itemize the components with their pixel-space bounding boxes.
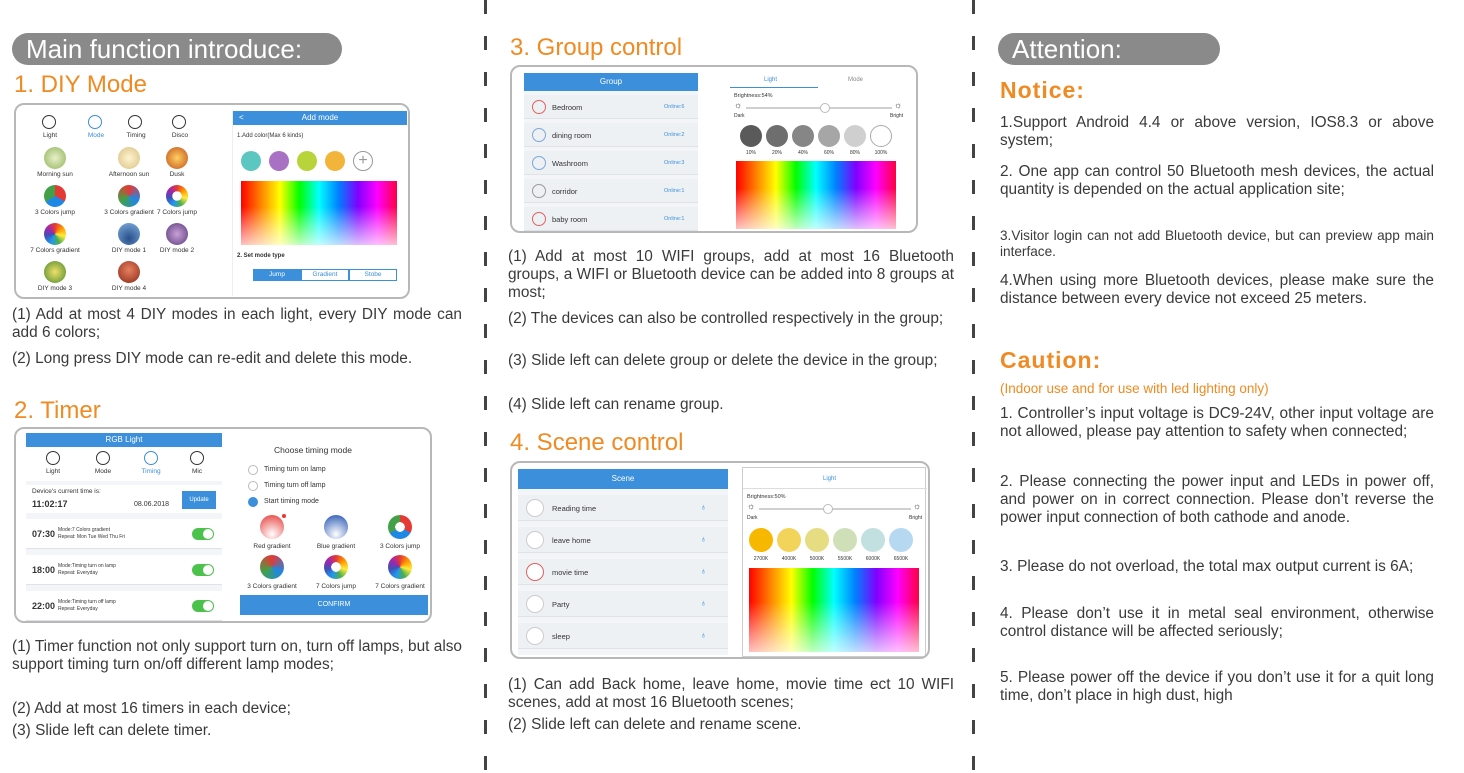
- level-label: 10%: [745, 150, 756, 156]
- timer-time: 22:00: [32, 601, 56, 611]
- music-note-icon: [172, 115, 186, 129]
- timer-desc-3: (3) Slide left can delete timer.: [12, 722, 212, 739]
- tab-disco[interactable]: Disco: [171, 132, 189, 139]
- caution-item-2: 2. Please connecting the power input and LEDs in power off, and power on in correct connection. Please don’t reverse the power input connection of both cathode and anode.: [1000, 473, 1434, 526]
- timer-title: 2. Timer: [14, 397, 101, 424]
- party-icon: [526, 595, 544, 613]
- caution-subtitle: (Indoor use and for use with led lighting only): [1000, 381, 1269, 396]
- radio-turn-off[interactable]: [248, 481, 258, 491]
- temp-circle[interactable]: [861, 528, 885, 552]
- scene-name: Reading time: [552, 504, 597, 513]
- notice-title: Notice:: [1000, 77, 1085, 103]
- bed-icon: [532, 100, 546, 114]
- level-label: 60%: [823, 150, 834, 156]
- scene-row[interactable]: [518, 623, 728, 649]
- group-list-header: Group: [524, 73, 698, 91]
- mode-label: Dusk: [169, 171, 185, 178]
- current-date: 08.06.2018: [134, 501, 170, 508]
- level-label: 20%: [771, 150, 782, 156]
- radio-start-mode-checked[interactable]: [248, 497, 258, 507]
- mode-label: 3 Colors gradient: [104, 209, 154, 216]
- level-label: 100%: [874, 150, 888, 156]
- level-circle[interactable]: [870, 125, 892, 147]
- temp-label: 6000K: [865, 556, 881, 562]
- sun-large-icon: ☼: [894, 100, 903, 110]
- group-desc-3: (3) Slide left can delete group or delete the device in the group;: [508, 352, 938, 369]
- group-online-badge: Online:6: [664, 104, 685, 110]
- temp-label: 4000K: [781, 556, 797, 562]
- tab-mode[interactable]: Mode: [87, 132, 105, 139]
- brightness-slider[interactable]: [759, 508, 911, 510]
- scene-list-panel: [518, 469, 728, 655]
- mode-label: DIY mode 1: [111, 247, 147, 254]
- caution-item-1: 1. Controller’s input voltage is DC9-24V, other input voltage are not allowed, please pay attention to safety when connected;: [1000, 405, 1434, 440]
- diy-mode-title: 1. DIY Mode: [14, 71, 147, 98]
- mode-thumb[interactable]: [44, 223, 66, 245]
- brightness-knob[interactable]: [823, 504, 833, 514]
- mode-thumb[interactable]: [44, 261, 66, 283]
- brightness-knob[interactable]: [820, 103, 830, 113]
- color-picker-spectrum[interactable]: [736, 161, 896, 229]
- scene-name: movie time: [552, 568, 589, 577]
- brightness-label: Brightness:50%: [747, 494, 786, 500]
- bright-label: Bright: [909, 515, 923, 521]
- grid-label: 7 Colors gradient: [375, 583, 425, 590]
- mode-thumb[interactable]: [44, 147, 66, 169]
- tab-light[interactable]: Light: [764, 77, 778, 83]
- group-desc-1: (1) Add at most 10 WIFI groups, add at most 16 Bluetooth groups, a WIFI or Bluetooth device can be added into 8 groups at most;: [508, 248, 954, 301]
- group-name: dining room: [552, 131, 592, 140]
- dark-label: Dark: [734, 113, 745, 119]
- bulb-icon: ♁: [700, 502, 707, 512]
- group-name: corridor: [552, 187, 578, 196]
- type-stobe-button[interactable]: Stobe: [349, 269, 397, 281]
- scene-name: leave home: [552, 536, 591, 545]
- dining-icon: [532, 128, 546, 142]
- group-light-panel: [730, 73, 908, 231]
- group-list-panel: [524, 73, 698, 231]
- mode-list-panel: [24, 111, 214, 296]
- update-button[interactable]: Update: [182, 491, 216, 509]
- selected-dot: [282, 514, 286, 518]
- timer-repeat: Repeat: Mon Tue Wed Thu Fri: [58, 534, 126, 540]
- sun-small-icon: ☼: [734, 100, 743, 110]
- level-circle[interactable]: [792, 125, 814, 147]
- brightness-slider[interactable]: [746, 107, 892, 109]
- rgb-light-header: RGB Light: [26, 433, 222, 447]
- scene-row[interactable]: [518, 559, 728, 585]
- grid-thumb[interactable]: [260, 515, 284, 539]
- diy-desc-1: (1) Add at most 4 DIY modes in each light, every DIY mode can add 6 colors;: [12, 306, 462, 341]
- mode-label: DIY mode 2: [159, 247, 195, 254]
- mode-thumb[interactable]: [118, 185, 140, 207]
- scene-row[interactable]: [518, 591, 728, 617]
- column-divider: [972, 0, 975, 773]
- tab-divider: [743, 488, 927, 489]
- scene-row[interactable]: [518, 527, 728, 553]
- section-header-attention: Attention:: [998, 33, 1220, 65]
- timer-toggle[interactable]: [192, 528, 214, 540]
- scene-control-screenshot: [510, 461, 930, 659]
- mode-thumb[interactable]: [166, 147, 188, 169]
- timer-screenshot: [14, 427, 432, 623]
- mode-label: DIY mode 4: [111, 285, 147, 292]
- add-mode-title: Add mode: [301, 113, 339, 122]
- mode-thumb[interactable]: [166, 223, 188, 245]
- mode-thumb[interactable]: [166, 185, 188, 207]
- tab-light[interactable]: Light: [42, 132, 58, 139]
- timer-desc-2: (2) Add at most 16 timers in each device;: [12, 700, 291, 717]
- confirm-button[interactable]: CONFIRM: [240, 595, 428, 615]
- option-turn-on: Timing turn on lamp: [264, 466, 326, 473]
- tab-timing[interactable]: Timing: [126, 132, 146, 139]
- door-icon: [526, 531, 544, 549]
- bulb-icon: ♁: [700, 630, 707, 640]
- timer-toggle[interactable]: [192, 600, 214, 612]
- group-control-title: 3. Group control: [510, 34, 683, 61]
- current-time-label: Device's current time is:: [32, 488, 101, 495]
- group-name: baby room: [552, 215, 588, 224]
- grid-thumb[interactable]: [260, 555, 284, 579]
- tab-underline: [730, 87, 818, 88]
- crib-icon: [532, 212, 546, 226]
- temp-circle[interactable]: [777, 528, 801, 552]
- color-picker-spectrum[interactable]: [749, 568, 919, 652]
- mode-thumb[interactable]: [118, 223, 140, 245]
- color-swatch[interactable]: [269, 151, 289, 171]
- bulb-icon: ♁: [700, 598, 707, 608]
- timer-mode: Mode:Timing turn off lamp: [58, 599, 116, 605]
- add-mode-panel: [232, 111, 406, 296]
- light-bulb-icon: [46, 451, 60, 465]
- type-gradient-button[interactable]: Gradient: [301, 269, 349, 281]
- add-mode-header: [233, 111, 407, 125]
- sleep-icon: [526, 627, 544, 645]
- sun-small-icon: ☼: [747, 501, 756, 511]
- timer-toggle[interactable]: [192, 564, 214, 576]
- grid-label: 3 Colors gradient: [247, 583, 297, 590]
- choose-timing-panel: [234, 433, 428, 621]
- alarm-clock-icon: [144, 451, 158, 465]
- temp-label: 6500K: [893, 556, 909, 562]
- color-picker-spectrum[interactable]: [241, 181, 397, 245]
- choose-timing-title: Choose timing mode: [274, 445, 352, 455]
- sun-large-icon: ☼: [913, 501, 922, 511]
- temp-label: 5000K: [809, 556, 825, 562]
- timer-repeat: Repeat: Everyday: [58, 606, 98, 612]
- diy-desc-2: (2) Long press DIY mode can re-edit and delete this mode.: [12, 350, 413, 367]
- notice-item-2: 2. One app can control 50 Bluetooth mesh devices, the actual quantity is depended on the actual application site;: [1000, 163, 1434, 198]
- timer-time: 07:30: [32, 529, 56, 539]
- radio-turn-on[interactable]: [248, 465, 258, 475]
- column-divider: [484, 0, 487, 773]
- set-mode-type-label: 2. Set mode type: [237, 253, 285, 259]
- mode-label: 3 Colors jump: [34, 209, 76, 216]
- level-circle[interactable]: [818, 125, 840, 147]
- grid-label: 7 Colors jump: [315, 583, 357, 590]
- tab-mode[interactable]: Mode: [94, 468, 112, 475]
- grid-thumb[interactable]: [388, 515, 412, 539]
- current-time: 11:02:17: [32, 499, 68, 509]
- scene-light-panel: [742, 467, 926, 657]
- color-swatch[interactable]: [241, 151, 261, 171]
- group-online-badge: Online:1: [664, 188, 685, 194]
- bright-label: Bright: [890, 113, 904, 119]
- grid-thumb[interactable]: [388, 555, 412, 579]
- grid-thumb[interactable]: [324, 555, 348, 579]
- scene-name: sleep: [552, 632, 570, 641]
- brightness-label: Brightness:54%: [734, 93, 773, 99]
- temp-label: 2700K: [753, 556, 769, 562]
- grid-thumb[interactable]: [324, 515, 348, 539]
- bulb-icon: ♁: [700, 566, 707, 576]
- group-desc-4: (4) Slide left can rename group.: [508, 396, 724, 413]
- timer-time: 18:00: [32, 565, 56, 575]
- mode-thumb[interactable]: [118, 261, 140, 283]
- color-swatch[interactable]: [325, 151, 345, 171]
- back-button[interactable]: <: [239, 113, 244, 122]
- color-swatch[interactable]: [297, 151, 317, 171]
- add-color-label: 1.Add color(Max 6 kinds): [237, 133, 304, 139]
- scene-desc-2: (2) Slide left can delete and rename scene.: [508, 716, 802, 733]
- temp-circle[interactable]: [749, 528, 773, 552]
- option-turn-off: Timing turn off lamp: [264, 482, 326, 489]
- add-color-plus-icon[interactable]: +: [353, 151, 373, 171]
- group-online-badge: Online:2: [664, 132, 685, 138]
- timer-mode: Mode:Timing turn on lamp: [58, 563, 116, 569]
- notice-item-1: 1.Support Android 4.4 or above version, IOS8.3 or above system;: [1000, 114, 1434, 149]
- timer-repeat: Repeat: Everyday: [58, 570, 98, 576]
- group-name: Bedroom: [552, 103, 583, 112]
- timer-desc-1: (1) Timer function not only support turn on, turn off lamps, but also support timing turn on/off different lamp modes;: [12, 638, 462, 673]
- timer-mode: Mode:7 Colors gradient: [58, 527, 110, 533]
- scene-row[interactable]: [518, 495, 728, 521]
- level-label: 80%: [849, 150, 860, 156]
- group-desc-2: (2) The devices can also be controlled respectively in the group;: [508, 310, 944, 327]
- tab-mic[interactable]: Mic: [191, 468, 203, 475]
- mode-label: Afternoon sun: [108, 171, 150, 178]
- notice-item-4: 4.When using more Bluetooth devices, please make sure the distance between every device not exceed 25 meters.: [1000, 272, 1434, 307]
- level-circle[interactable]: [740, 125, 762, 147]
- caution-item-4: 4. Please don’t use it in metal seal environment, otherwise control distance will be affected seriously;: [1000, 605, 1434, 640]
- temp-circle[interactable]: [833, 528, 857, 552]
- bath-icon: [532, 156, 546, 170]
- bulb-icon: ♁: [700, 534, 707, 544]
- group-online-badge: Online:1: [664, 216, 685, 222]
- light-bulb-icon: [42, 115, 56, 129]
- scene-name: Party: [552, 600, 570, 609]
- level-circle[interactable]: [844, 125, 866, 147]
- group-online-badge: Online:3: [664, 160, 685, 166]
- tab-timing[interactable]: Timing: [141, 468, 161, 475]
- level-label: 40%: [797, 150, 808, 156]
- type-jump-button[interactable]: Jump: [253, 269, 301, 281]
- mode-label: 7 Colors gradient: [30, 247, 80, 254]
- diy-mode-screenshot: [14, 103, 410, 299]
- caution-title: Caution:: [1000, 347, 1102, 373]
- grid-label: 3 Colors jump: [379, 543, 421, 550]
- level-circle[interactable]: [766, 125, 788, 147]
- mode-grid-icon: [88, 115, 102, 129]
- section-header-main-function: Main function introduce:: [12, 33, 342, 65]
- tab-light[interactable]: Light: [45, 468, 61, 475]
- dark-label: Dark: [747, 515, 758, 521]
- book-icon: [526, 499, 544, 517]
- temp-circle[interactable]: [889, 528, 913, 552]
- alarm-clock-icon: [128, 115, 142, 129]
- group-control-screenshot: [510, 65, 918, 233]
- mode-grid-icon: [96, 451, 110, 465]
- microphone-icon: [190, 451, 204, 465]
- mode-label: DIY mode 3: [37, 285, 73, 292]
- grid-label: Red gradient: [253, 543, 291, 550]
- mode-label: Morning sun: [37, 171, 73, 178]
- caution-item-5: 5. Please power off the device if you don’t use it for a quit long time, don’t place in high dust, high: [1000, 669, 1434, 704]
- option-start-mode: Start timing mode: [264, 498, 319, 505]
- timer-list-panel: [26, 433, 222, 621]
- caution-item-3: 3. Please do not overload, the total max output current is 6A;: [1000, 558, 1414, 575]
- scene-list-header: Scene: [518, 469, 728, 489]
- scene-control-title: 4. Scene control: [510, 429, 684, 456]
- mode-label: 7 Colors jump: [156, 209, 198, 216]
- mode-thumb[interactable]: [44, 185, 66, 207]
- temp-label: 5500K: [837, 556, 853, 562]
- temp-circle[interactable]: [805, 528, 829, 552]
- scene-desc-1: (1) Can add Back home, leave home, movie time ect 10 WIFI scenes, add at most 16 Bluetooth scenes;: [508, 676, 954, 711]
- tab-light[interactable]: Light: [823, 476, 837, 482]
- group-name: Washroom: [552, 159, 588, 168]
- grid-label: Blue gradient: [316, 543, 356, 550]
- mode-thumb[interactable]: [118, 147, 140, 169]
- tab-mode[interactable]: Mode: [848, 77, 864, 83]
- film-reel-icon: [526, 563, 544, 581]
- door-icon: [532, 184, 546, 198]
- notice-item-3: 3.Visitor login can not add Bluetooth device, but can preview app main interface.: [1000, 228, 1434, 259]
